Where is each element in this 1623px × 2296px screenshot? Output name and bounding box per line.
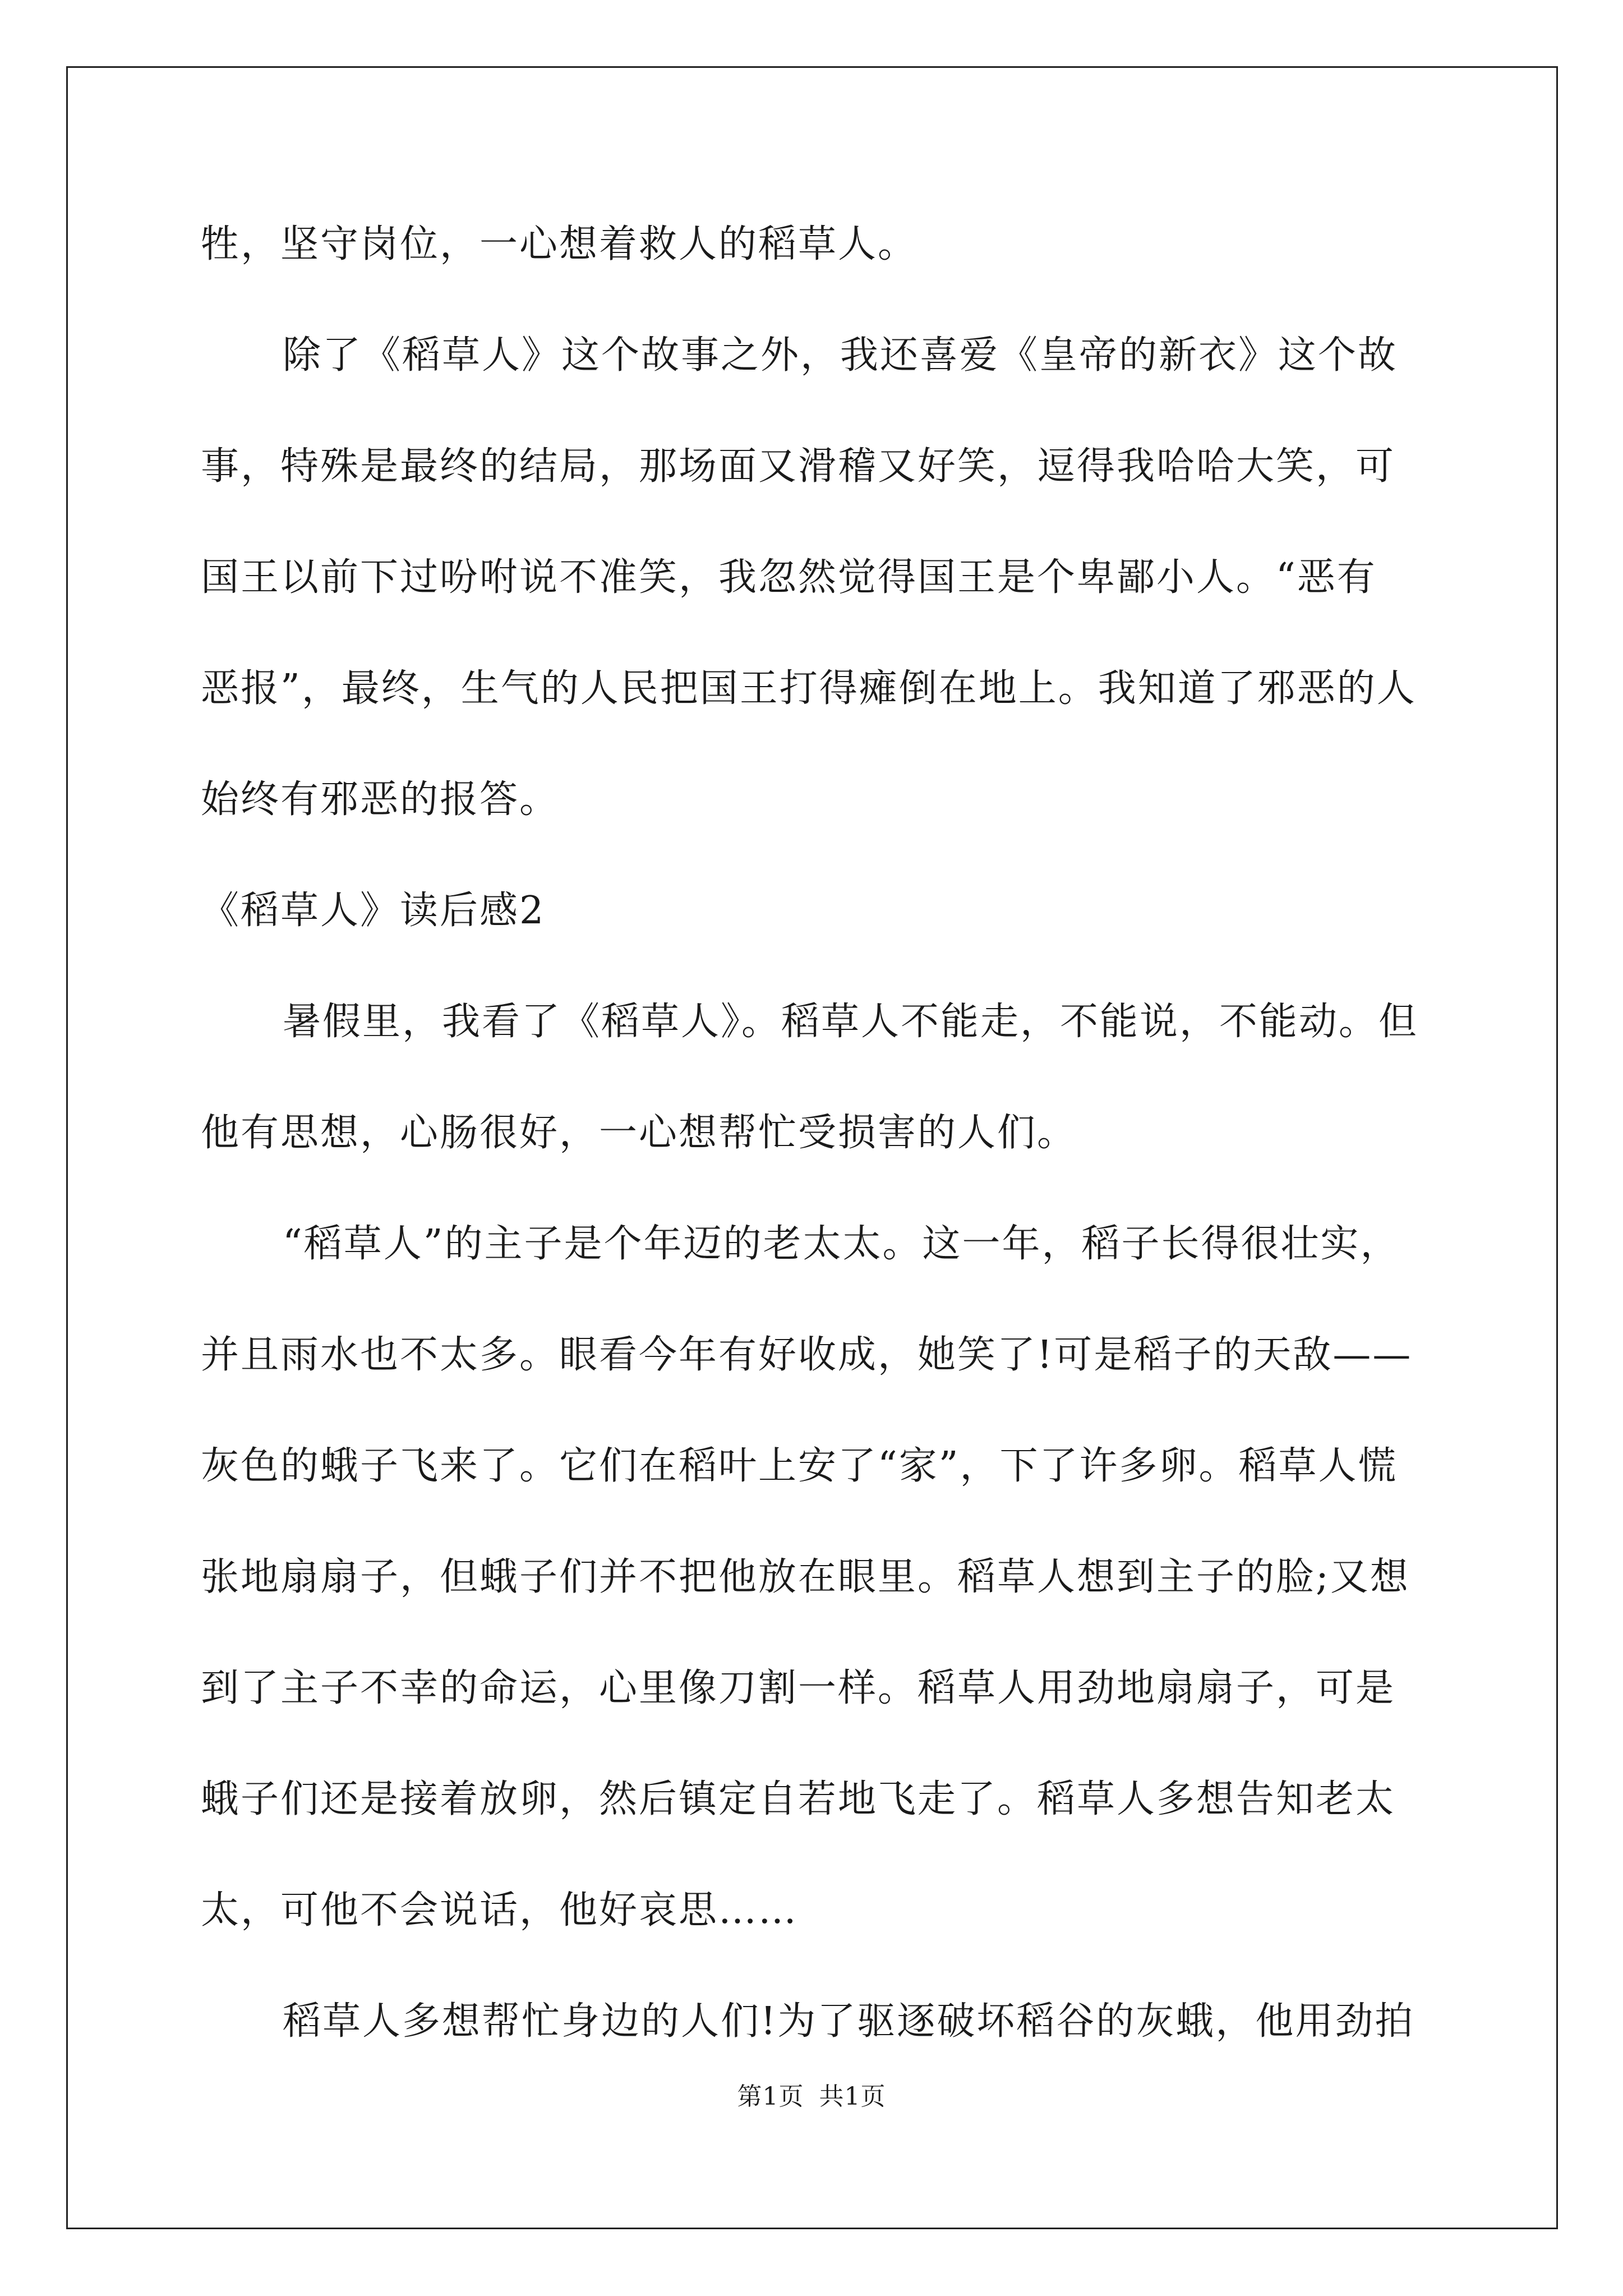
text-line: 牲，坚守岗位，一心想着救人的稻草人。 — [201, 222, 918, 266]
paragraph-start-line: 除了《稻草人》这个故事之外，我还喜爱《皇帝的新衣》这个故 — [283, 333, 1398, 378]
paragraph-start-line: 稻草人多想帮忙身边的人们!为了驱逐破坏稻谷的灰蛾，他用劲拍 — [283, 1999, 1415, 2044]
text-line: 恶报”，最终，生气的人民把国王打得瘫倒在地上。我知道了邪恶的人 — [201, 666, 1417, 711]
page-footer — [0, 2080, 1623, 2114]
paragraph-start-line: “稻草人”的主子是个年迈的老太太。这一年，稻子长得很壮实， — [283, 1222, 1400, 1266]
text-line: 他有思想，心肠很好，一心想帮忙受损害的人们。 — [201, 1111, 1077, 1155]
page-number-total: 共1页 — [819, 2082, 886, 2111]
text-line: 始终有邪恶的报答。 — [201, 777, 560, 822]
text-line: 并且雨水也不太多。眼看今年有好收成，她笑了!可是稻子的天敌—— — [201, 1333, 1413, 1377]
text-line: 张地扇扇子，但蛾子们并不把他放在眼里。稻草人想到主子的脸;又想 — [201, 1555, 1410, 1599]
section-heading: 《稻草人》读后感2 — [201, 889, 546, 933]
paragraph-start-line: 暑假里，我看了《稻草人》。稻草人不能走，不能说，不能动。但 — [283, 1000, 1419, 1044]
text-line: 太，可他不会说话，他好哀思…… — [201, 1888, 799, 1932]
text-line: 到了主子不幸的命运，心里像刀割一样。稻草人用劲地扇扇子，可是 — [201, 1666, 1396, 1710]
text-line: 蛾子们还是接着放卵，然后镇定自若地飞走了。稻草人多想告知老太 — [201, 1777, 1396, 1821]
text-line: 灰色的蛾子飞来了。它们在稻叶上安了“家”，下了许多卵。稻草人慌 — [201, 1444, 1398, 1488]
text-line: 事，特殊是最终的结局，那场面又滑稽又好笑，逗得我哈哈大笑，可 — [201, 444, 1396, 489]
page-number-current: 第1页 — [737, 2082, 804, 2111]
text-line: 国王以前下过吩咐说不准笑，我忽然觉得国王是个卑鄙小人。“恶有 — [201, 555, 1377, 600]
